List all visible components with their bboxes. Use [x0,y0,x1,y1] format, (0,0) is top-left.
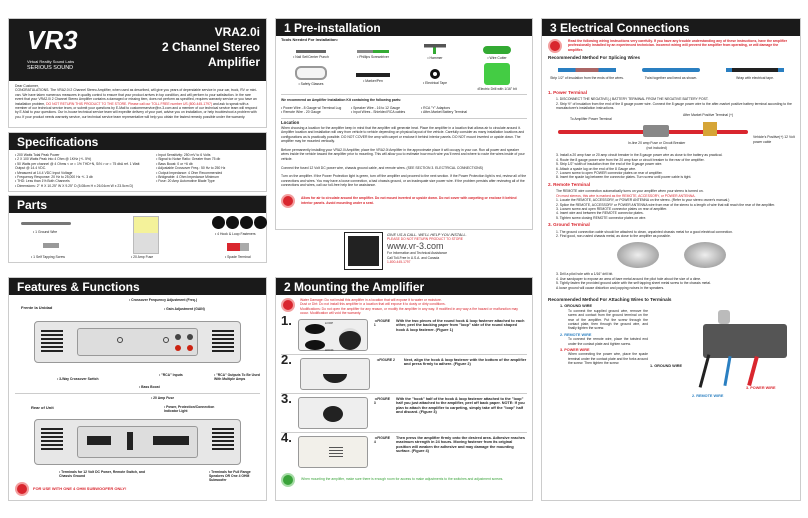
fuse-image [133,216,159,254]
amp-rear-image [34,419,241,465]
remote-step: 3. Loosen screw and open REMOTE connector plates on rear of amplifier. [556,206,668,211]
tool-glasses [281,63,341,91]
step-text: With the two pieces of the round hook & loop fastener attached to each other, peel the backing paper from "loop" side of the round shaped hook & loop fastener. (Figure 1) [396,318,525,332]
website-link[interactable]: www.vr-3.com [387,241,444,252]
call-box [345,233,475,269]
kit-list [281,106,491,115]
tool-drill [467,63,527,91]
ground-images [548,242,794,268]
power-wire-title: 3. POWER WIRE [560,348,590,353]
ground-step: 1. The ground connection cable should be attached to clean, unpainted chassis metal for a good electrical connection. [556,229,733,234]
ground-steps-a [548,230,794,239]
vr3-logo: VR3 [27,25,78,55]
figure-label: ◄FIGURE 3 [373,396,391,406]
tool-wire-cutter [467,42,527,60]
figure-2-image [300,358,370,390]
fuse-note: (not included) [646,145,667,150]
ground-step: A loose ground will cause distortion and popping noises in the speakers. [556,285,665,290]
amp-front-image [34,321,241,363]
mounting-header: 2 Mounting the Amplifier [276,278,532,295]
warning-line: Dust or Dirt: Do not install this amplifier in a location that will expose it to dusty or dirty conditions. [300,302,446,307]
remote-step: 4. Insert wire and between the REMOTE connector plates. [556,211,644,216]
spec-item: • Measured at 14.4 VDC Input Voltage [15,170,73,175]
remote-wire-text: To connect the remote wire, place the twisted end under the contact plate and tighten screw. [568,337,648,346]
tool-label: • Phillips Screwdriver [357,55,389,60]
call-tollfree: Call Toll-Free in U.S.A. and Canada [387,255,440,260]
part-ground-wire: • 1 Ground Wire [33,230,58,234]
mounting-panel [275,277,533,501]
kit-item: • Power Wire - 8 Gauge w/ Terminal Lug [281,105,342,110]
spec-item: • Bass Boost: 0 or +6 db [156,161,193,166]
spec-item: • Signal to Noise Ratio: Greater than 75 db [156,157,221,162]
figure-3-image [298,397,368,429]
hook-label: HOOK [324,347,334,352]
diagram-power-label: 3. POWER WIRE [746,386,776,391]
kit-item: • Input Wires - Shielded RCA cables [351,110,406,115]
rear-label: Rear of Unit [31,405,54,410]
label-crossover-freq: • Crossover Frequency Adjustment (Freq.) [129,298,197,302]
location-title: Location [281,120,300,126]
remote-intro: The REMOTE wire connection automatically turns on your amplifier when your stereo is turned on. [556,189,704,194]
fuse-label: In-line 20 amp Fuse or Circuit Breaker [628,141,686,146]
greeting: Dear Customer, [15,84,39,88]
tool-tape [405,63,465,91]
step-text: With the "hook" half of the hook & loop fastener attached to the "loop" half you just attached to the amplifier, peel off back paper. NOTE: If you plan to attach the amplifier to carpeting, simply take off the "loop" half and discard. (Figure 3) [396,396,525,415]
air-warning: Allow for air to circulate around the amplifier. Do not mount inverted or upside down. Do not cover with carpeting or enclose it behind interior panels. Avoid mounting under a seat. [301,196,517,205]
warning-line: Water Damage: Do not install this amplifier in a location that will expose it to water or moisture. [300,298,442,302]
specifications-panel [8,132,267,192]
spec-list-left [15,153,150,188]
screw-image [43,243,59,248]
splice-step: Twist together and bend as shown. [644,76,698,81]
warning-icon [281,298,295,312]
tool-marker [343,63,403,91]
label-rca-inputs: • "RCA" Inputs [159,373,183,377]
mounting-step [281,351,527,394]
warning-icon [15,482,29,496]
ground-steps-b [548,272,794,290]
power-terminal-title: 1. Power Terminal [548,89,587,95]
ground-step: 4. Use sandpaper to expose an area of bare metal around the pilot hole about the size of a dime. [556,276,702,281]
front-label: Frente la Unidad [21,305,53,310]
mounting-warnings [300,298,527,316]
ground-wire-image [21,222,71,225]
aftermarket-label: After Market Positive Terminal (+) [683,113,734,118]
tools-title: Tools Needed For Installation: [281,37,339,42]
spec-item: • Frequency Response: 20 Hz to 25,000 Hz +/- 3 db [15,175,93,180]
power-step: 4. Route the 8 gauge power wire from the 20 amp fuse or circuit breaker to the rear of the amplifier. [556,157,705,162]
features-panel [8,277,267,501]
label-fuse: • 20 Amp Fuse [151,396,175,400]
stripped-wire-image [558,68,616,72]
specifications-header: Specifications [9,133,266,150]
step-text: Then press the amplifier firmly onto the desired area. Adhesive reaches maximum strength in 24 hours. Moving fastener from its original position will weaken the adhesive and may damage the mounting surface. (Figure 4) [396,435,526,454]
kit-item: • Speaker Wire - 16 to 12 Gauge [351,105,401,110]
call-return-notice: PLEASE DO NOT RETURN PRODUCT TO STORE [387,237,463,242]
warning-line: Modifications: Do not open the amplifier for any reason, or modify the amplifier in any way. If modified in any way a fire hazard or malfunction may occur. Modification will void the warranty. [300,306,518,316]
splice-step: Strip 1/2" of insulation from the ends of the wires. [550,76,624,81]
brand-slogan: SERIOUS SOUND [27,65,74,71]
part-fuse: • 20 Amp Fuse [131,255,154,259]
location-paragraph: Turn on the amplifier. If the Power Protection light is green, turn off the amplifier and proceed to the next section. If the Power Protection light is red, review all of the connections and wires. You may have a loose connection, a bad chassis ground, or an inadequate size power wire. If the problem persists after reviewing all of the connections and wires, call our toll-free help line for assistance. [281,174,527,188]
mounting-step [281,312,527,355]
step-number: 2. [281,351,292,367]
brand-tagline: Virtual Reality Sound Labs [27,59,75,64]
figure-label: ◄FIGURE 2 [375,357,395,362]
spec-item: • THD: Less than 1% Both Channels [15,179,70,184]
tools-grid [281,42,527,91]
ground-step: 2. Find good, non-rusted chassis metal, as close to the amplifier as possible. [556,233,671,238]
kit-item: • After-Market Battery Terminal [421,110,467,115]
note-icon [281,473,295,487]
tool-hammer [405,42,465,60]
power-step: 1. DISCONNECT THE NEGATIVE(-) BATTERY TERMINAL FROM THE NEGATIVE BATTERY POST. [556,97,709,102]
terminal-block-image [703,324,787,358]
power-step: 8. Insert the spade lug between the connector plates. Turn screw until power cable is tight. [556,175,692,180]
spec-item: • Adjustable Crossover Freq.: 50 Hz to 250 Hz [156,166,226,171]
spec-list-right [156,153,260,188]
title-line2: 2 Channel Stereo [161,40,260,54]
kit-title: We recommend an Amplifier Installation Kit containing the following parts: [281,94,527,102]
part-spade: • Spade Terminal [225,255,251,259]
power-step: 2. Strip ½" of insulation from the end of the 8 gauge power wire. Connect the 8 gauge power wire to the after-market positive battery terminal according to the manufacturer's installation instructions. [556,101,792,111]
spec-item: • 2 X 100 Watts Peak into 4 Ohm @ 1KHz (+/- 5%) [15,157,92,162]
label-power-light: • Power, Protection/Connection Indicator Light [164,405,215,413]
power-wire-diagram [548,113,794,153]
subwoofer-warning: FOR USE WITH ONE 4 OHM SUBWOOFER ONLY! [33,486,127,491]
spec-item: • 200 Watts Total Peak Power [15,153,60,157]
call-info: For Information and Technical Assistance [387,251,448,256]
label-gain: • Gain Adjustment (GAIN) [164,307,205,311]
wiring-warning: Read the following wiring instructions very carefully. If you have any trouble understanding any of these instructions, have the amplifier professionally installed by an experienced technician. Incorrect wiring will prevent the amplifier from operating, or will damage the amplifier. [568,39,788,52]
spec-item: • Bridgeable: 4 Ohm Impedance Minimum [156,175,219,180]
remote-step: 2. Splice the REMOTE, ACCESSORY or POWER ANTENNA wire from rear of the stereo to a length of wire that will reach the rear of the amplifier. [556,202,776,207]
power-wire-text: When connecting the power wire, place the spade terminal under the contact plate and the forks around the screw. Then tighten the screw. [568,352,648,366]
power-step: 5. Strip 1/2" width of insulation from the end of the 8 gauge power wire. [556,162,663,167]
remote-steps [548,189,794,220]
splice-title: Recommended Method For Splicing Wires [548,55,641,60]
remote-step: 1. Locate the REMOTE, ACCESSORY, or POWER ANTENNA on the stereo. (Refer to your stereo owner's manual.) [556,198,730,203]
features-header: Features & Functions [9,278,266,295]
intro-text [9,81,266,122]
ground-step: 3. Drill a pilot hole with a 1/16" drill bit. [556,272,614,277]
parts-header: Parts [9,196,266,213]
power-steps-b [548,153,794,179]
loop-label: LOOP [324,320,334,325]
tool-punch [281,42,341,60]
remote-note: On most stereos, this wire is marked as the REMOTE, ACCESSORY, or POWER ANTENNA. [556,193,696,198]
intro-panel [8,18,267,128]
phone-number: 1-800-445-1797 [387,259,411,264]
power-step: 6. Attach a spade lug on the end of the 8 Gauge wire. [556,166,637,171]
model-name: VRA2.0i [214,25,260,39]
spec-item: • Fuse: 20 Amp Automotive Blade Type [156,179,215,184]
splice-steps [548,62,794,80]
kit-item: • RCA "Y" Adaptors [421,105,451,110]
location-paragraph: Connect the fused 12 Volt DC power wire, chassis ground cable, and remote wires. (SEE SECTION 3. ELECTRICAL CONNECTIONS) [281,165,484,170]
electrical-header: 3 Electrical Connections [542,19,800,36]
splice-step: Wrap with electrical tape. [736,76,774,81]
figure-4-image [298,436,368,468]
mounting-note: When mounting the amplifier, make sure there is enough room for access to make adjustments to the switches and adjustment screws. [301,477,504,482]
tool-label: • Nail Set/Center Punch [293,55,329,60]
intro-red-notice: DO NOT RETURN THIS PRODUCT TO THE STORE. Please call our TOLL FREE number US (800-445-1797) [46,101,212,106]
intro-body-2: and ask to speak with a member of our technical service team, or submit your questions by E-Mail to customerservice@vr-3.com and a member of our technical service team will respond by E-Mail to your questions. Our in-house technical service team will expedite delivery of your part, advise you on installation, or help troubleshoot a problem with you. If your product needs warranty service, our technical service team representative will help you obtain the fastest remedy possible under the warranty. [15,101,258,119]
electrical-panel [541,18,801,501]
power-steps-a [548,97,794,110]
product-title [162,25,260,70]
tool-label: • Electrical Tape [422,80,448,85]
ground-wire-text: To connect the supplied ground wire, remove the screw and contact from the ground terminal on the rear of the amplifier. Put the screw through the contact plate, then through the ground wire, and finally tighten the screw. [568,308,648,331]
spec-item: • Output Impedance: 4 Ohm Recommended [156,170,223,175]
to-amp-label: To Amplifier Power Terminal [570,117,612,122]
location-paragraph: When choosing a location for the amplifier keep in mind that the amplifier will generate heat. Place the amplifier in a location that allows air to circulate around it. Amplifier location and installation will vary from vehicle to vehicle depending on physical layout of the vehicle. Carefully consider as many installation locations and configurations as is practically possible. DO NOT COVER the amp with carpet or enclose it behind interior panels. DO NOT mount inverted or upside down. The amplifier may be mounted vertically. [281,125,525,144]
title-banner [9,19,266,81]
label-power-terminals: • Terminals for 12 Volt DC Power, Remote Switch, and Chassis Ground [59,470,146,478]
diagram-remote-label: 2. REMOTE WIRE [692,394,724,399]
location-paragraph: Before permanently installing your VRA2.0i Amplifier, place the VRA2.0i Amplifier in the approximate place it will occupy in your car. Run all power and speaker wires inside the vehicle toward the amplifier prior to mounting. This will allow you to estimate how much wire you'll need and where to route the wires inside of your vehicle. [281,147,525,161]
part-screw: • 1 Self Tapping Screw [31,255,65,259]
tool-label: • Safety Glasses [298,81,324,86]
preinstall-header: 1 Pre-installation [276,19,532,36]
ground-wire-title: 1. GROUND WIRE [560,304,593,309]
label-bass-boost: • Bass Boost [139,385,160,389]
mounting-step [281,429,527,471]
warning-icon [281,194,295,208]
call-headline: GIVE US A CALL. WE'LL HELP YOU INSTALL. [387,233,467,237]
label-crossover-switch: • 3-Way Crossover Switch [57,377,99,381]
attach-title: Recommended Method For Attaching Wires to Terminals [548,296,672,302]
tool-label: • Wire Cutter [487,56,507,61]
remote-step: 5. Tighten screw closing REMOTE connector plates on wire. [556,215,647,220]
label-rca-outputs: • "RCA" Outputs To Be Used With Multiple Amps [214,373,260,381]
part-fasteners: • 4 Hook & Loop Fasteners [215,232,256,236]
power-step: 3. Install a 20 amp fuse or 20 amp circuit breaker in the 8 gauge power wire as close to the battery as practical. [556,153,723,158]
warning-icon [548,39,562,53]
figure-label: ◄FIGURE 1 [373,318,391,328]
power-step: 7. Loosen screw to open POWER connector plates on rear of amplifier. [556,171,663,176]
intro-body: CONGRATULATIONS. The VRA2.0i 2 Channel Stereo Amplifier, when used as described, will give you years of dependable service in your car, truck, RV or mini-van. We have taken numerous measures in quality control to ensure that your product arrives in top condition, and will perform to your satisfaction. In the rare event that your VRA2.0i 2 Channel Stereo Amplifier contains a damaged or missing item, does not perform as specified, requires warranty service or you have an installation problem, [15,88,258,106]
title-line3: Amplifier [207,55,260,69]
spec-item: • Input Sensitivity: 250 mV to 6 Volts [156,153,211,157]
tool-screwdriver [343,42,403,60]
kit-item: • Remote Wire - 20 Gauge [281,110,321,115]
tool-label: •Electric Drill with 1/16" bit [477,86,517,91]
label-speaker-terminals: • Terminals for Full Range Speakers OR One 4 OHM Subwoofer [209,470,251,482]
step-number: 1. [281,312,292,328]
preinstall-panel [275,18,533,230]
step-number: 3. [281,390,292,406]
figure-label: ◄FIGURE 4 [373,435,391,445]
tool-label: • Marker/Pen [363,78,383,83]
velcro-image [212,216,267,229]
spade-image [227,243,249,251]
step-text: Next, align the hook & loop fastener with the bottom of the amplifier and press firmly to adhere. (Figure 2) [403,357,527,367]
remote-wire-title: 2. REMOTE WIRE [560,332,592,337]
twisted-wire-image [642,68,700,72]
step-number: 4. [281,429,292,445]
spec-item: • Dimensions: 2" H X 10.25" W X 9.25" D (5.08cm H x 26.04cm W x 23.5cm D) [15,183,134,188]
taped-wire-image [726,68,784,72]
tool-label: • Hammer [427,56,443,61]
ground-terminal-title: 3. Ground Terminal [548,222,590,228]
spec-item: • 50 Watts per channel @ 4 Ohms < or = 1% THD+N, S/N > or = 75 dbA ref. 1 Watt Output @ 14.4 VDC. [15,161,140,171]
mounting-step [281,390,527,433]
diagram-ground-label: 1. GROUND WIRE [650,364,683,369]
ground-step: 5. Tightly fasten the provided ground cable with the self tapping sheet metal screw to the chassis metal. [556,281,711,286]
computer-icon [345,233,382,269]
remote-terminal-title: 2. Remote Terminal [548,181,591,187]
figure-1-image [298,319,368,351]
vehicle-cable-label: Vehicle's Positive(+) 12 Volt power cable [753,135,795,144]
parts-panel [8,195,267,263]
